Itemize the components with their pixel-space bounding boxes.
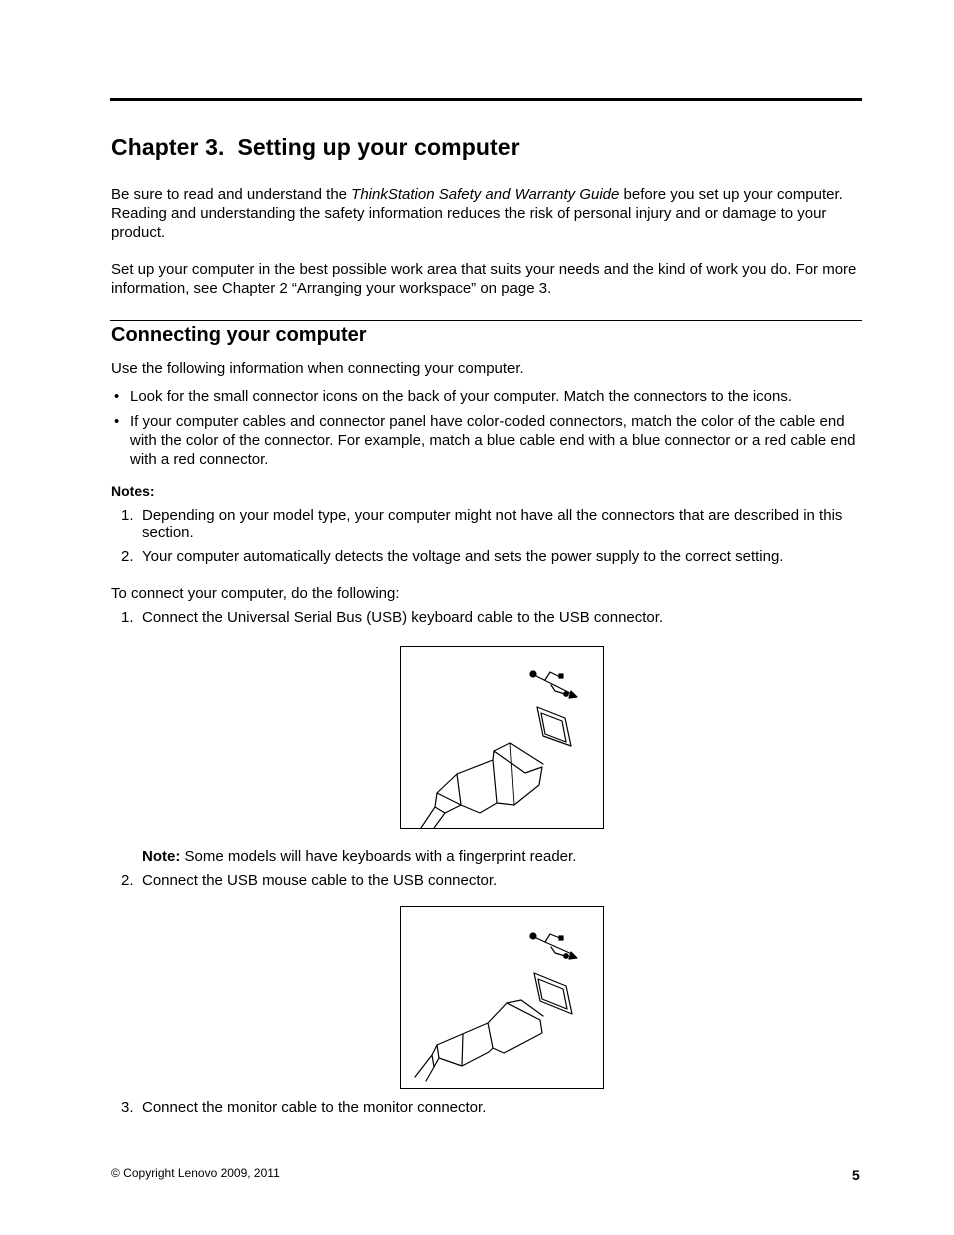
note-item-2: Your computer automatically detects the voltage and sets the power supply to the correct setting. [142, 548, 784, 565]
note-number-2: 2. [121, 548, 134, 565]
bullet-item-1: Look for the small connector icons on the back of your computer. Match the connectors to the icons. [130, 388, 793, 405]
steps-intro: To connect your computer, do the following: [111, 585, 400, 602]
usb-keyboard-figure [400, 646, 604, 829]
usb-mouse-figure [400, 906, 604, 1089]
bullet-marker-1: • [114, 388, 120, 405]
note-number-1: 1. [121, 507, 134, 524]
intro-paragraph-1 [111, 185, 863, 242]
chapter-rule [110, 98, 862, 101]
section-title: Connecting your computer [111, 324, 367, 346]
step-number-1: 1. [121, 609, 134, 626]
intro-text-after: before you set up your computer. Reading and understanding the safety information reduces the risk of personal injury and or damage to your product. [111, 186, 843, 241]
copyright-notice: © Copyright Lenovo 2009, 2011 [111, 1166, 280, 1180]
step-item-1: Connect the Universal Serial Bus (USB) keyboard cable to the USB connector. [142, 609, 664, 626]
step-number-3: 3. [121, 1099, 134, 1116]
fingerprint-note-text: Some models will have keyboards with a fingerprint reader. [180, 848, 577, 865]
step-item-2: Connect the USB mouse cable to the USB connector. [142, 872, 498, 889]
section-lead: Use the following information when connecting your computer. [111, 360, 524, 377]
bullet-item-2: If your computer cables and connector panel have color-coded connectors, match the color of the cable end with the color of the connector. For example, match a blue cable end with a blue connector or a red cable end with a red connector. [130, 413, 856, 468]
fingerprint-note [142, 847, 576, 866]
bullet-marker-2: • [114, 413, 120, 430]
fingerprint-note-label: Note: [142, 848, 181, 865]
step-number-2: 2. [121, 872, 134, 889]
notes-label: Notes: [111, 483, 155, 499]
note-item-1: Depending on your model type, your computer might not have all the connectors that are described in this section. [142, 507, 843, 541]
usb-connection-illustration-icon [401, 907, 603, 1088]
usb-connection-illustration-icon [401, 647, 603, 828]
intro-paragraph-2: Set up your computer in the best possible work area that suits your needs and the kind of work you do. For more information, see Chapter 2 “Arranging your workspace” on page 3. [111, 261, 857, 297]
section-rule [110, 320, 862, 321]
safety-guide-title: ThinkStation Safety and Warranty Guide [351, 186, 620, 203]
step-item-3: Connect the monitor cable to the monitor connector. [142, 1099, 487, 1116]
intro-text-before: Be sure to read and understand the [111, 186, 352, 203]
page-number: 5 [852, 1167, 860, 1183]
chapter-title: Chapter 3. Setting up your computer [111, 134, 520, 160]
